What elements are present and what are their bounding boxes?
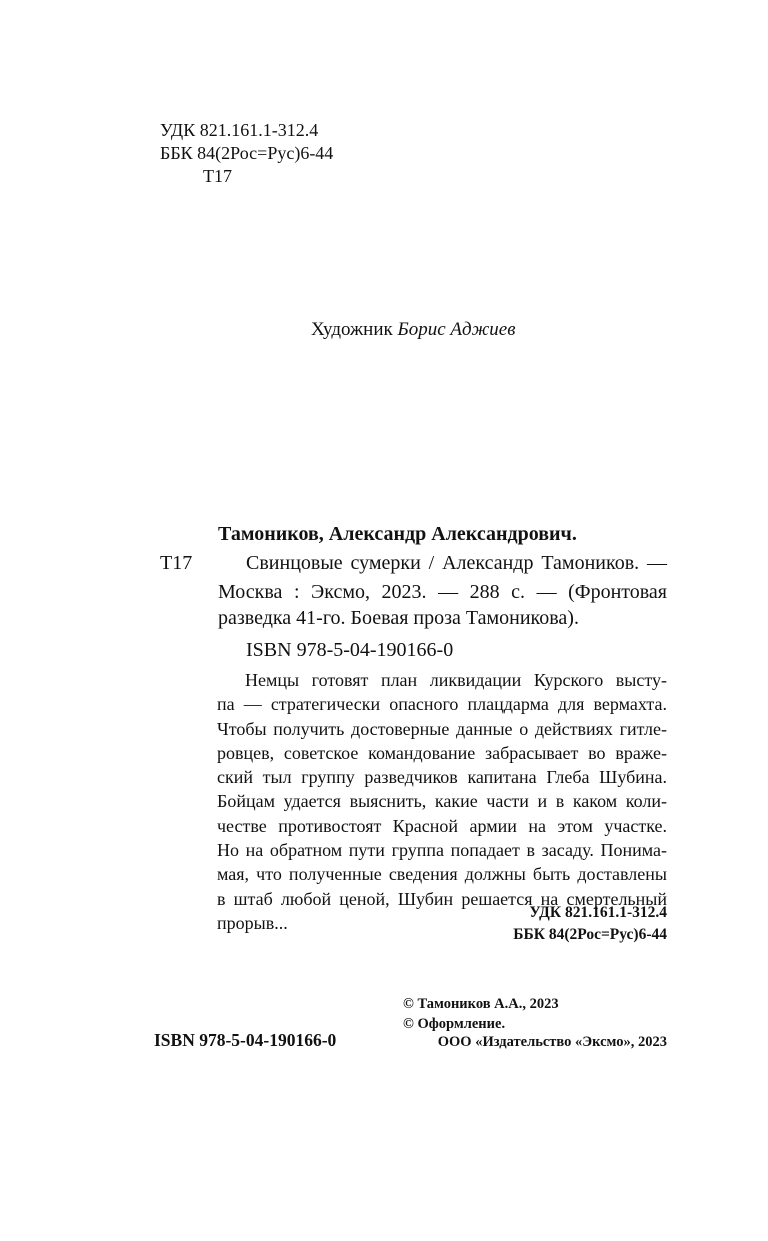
- catalog-desc-line-2: Москва : Эксмо, 2023. — 288 с. — (Фронтовая: [218, 581, 667, 603]
- annotation-paragraph: [217, 668, 667, 935]
- annotation-udk: УДК 821.161.1-312.4: [529, 904, 667, 921]
- annotation-line: Немцы готовят план ликвидации Курского высту-: [245, 670, 667, 690]
- annotation-line: Но на обратном пути группа попадает в засаду. Понима-: [217, 840, 667, 861]
- annotation-line: Чтобы получить достоверные данные о действиях гитле-: [217, 718, 667, 739]
- annotation-line: па — стратегически опасного плацдарма для вермахта.: [217, 694, 667, 715]
- catalog-code: Т17: [160, 552, 193, 574]
- catalog-desc-line-3: разведка 41-го. Боевая проза Тамоникова).: [218, 607, 579, 629]
- copyright-publisher: ООО «Издательство «Эксмо», 2023: [437, 1034, 667, 1050]
- catalog-desc-line-1: Свинцовые сумерки / Александр Тамоников. —: [246, 552, 667, 574]
- header-bbk: ББК 84(2Рос=Рус)6-44: [160, 143, 334, 163]
- header-code: Т17: [203, 166, 232, 186]
- annotation-line: ский тыл группу разведчиков капитана Глеба Шубина.: [217, 767, 667, 788]
- annotation-line: мая, что полученные сведения должны быть доставлены: [217, 864, 667, 885]
- copyright-design: © Оформление.: [403, 1016, 506, 1032]
- catalog-isbn: ISBN 978-5-04-190166-0: [246, 639, 454, 661]
- annotation-line: честве противостоят Красной армии на этом участке.: [217, 815, 667, 836]
- annotation-line: в штаб любой ценой, Шубин решается на смертельный: [217, 888, 667, 909]
- header-udk: УДК 821.161.1-312.4: [160, 120, 319, 140]
- annotation-line: прорыв...: [217, 912, 288, 933]
- annotation-line: Бойцам удается выяснить, какие части и в каком коли-: [217, 791, 667, 812]
- catalog-author: Тамоников, Александр Александрович.: [218, 523, 577, 545]
- isbn-bottom: ISBN 978-5-04-190166-0: [154, 1030, 337, 1050]
- artist-label: Художник: [311, 319, 393, 340]
- artist-name: Борис Аджиев: [397, 319, 516, 340]
- artist-line: [311, 318, 515, 342]
- copyright-author: © Тамоников А.А., 2023: [403, 996, 559, 1012]
- annotation-bbk: ББК 84(2Рос=Рус)6-44: [513, 926, 667, 943]
- annotation-line: ровцев, советское командование забрасывает во враже-: [217, 742, 667, 763]
